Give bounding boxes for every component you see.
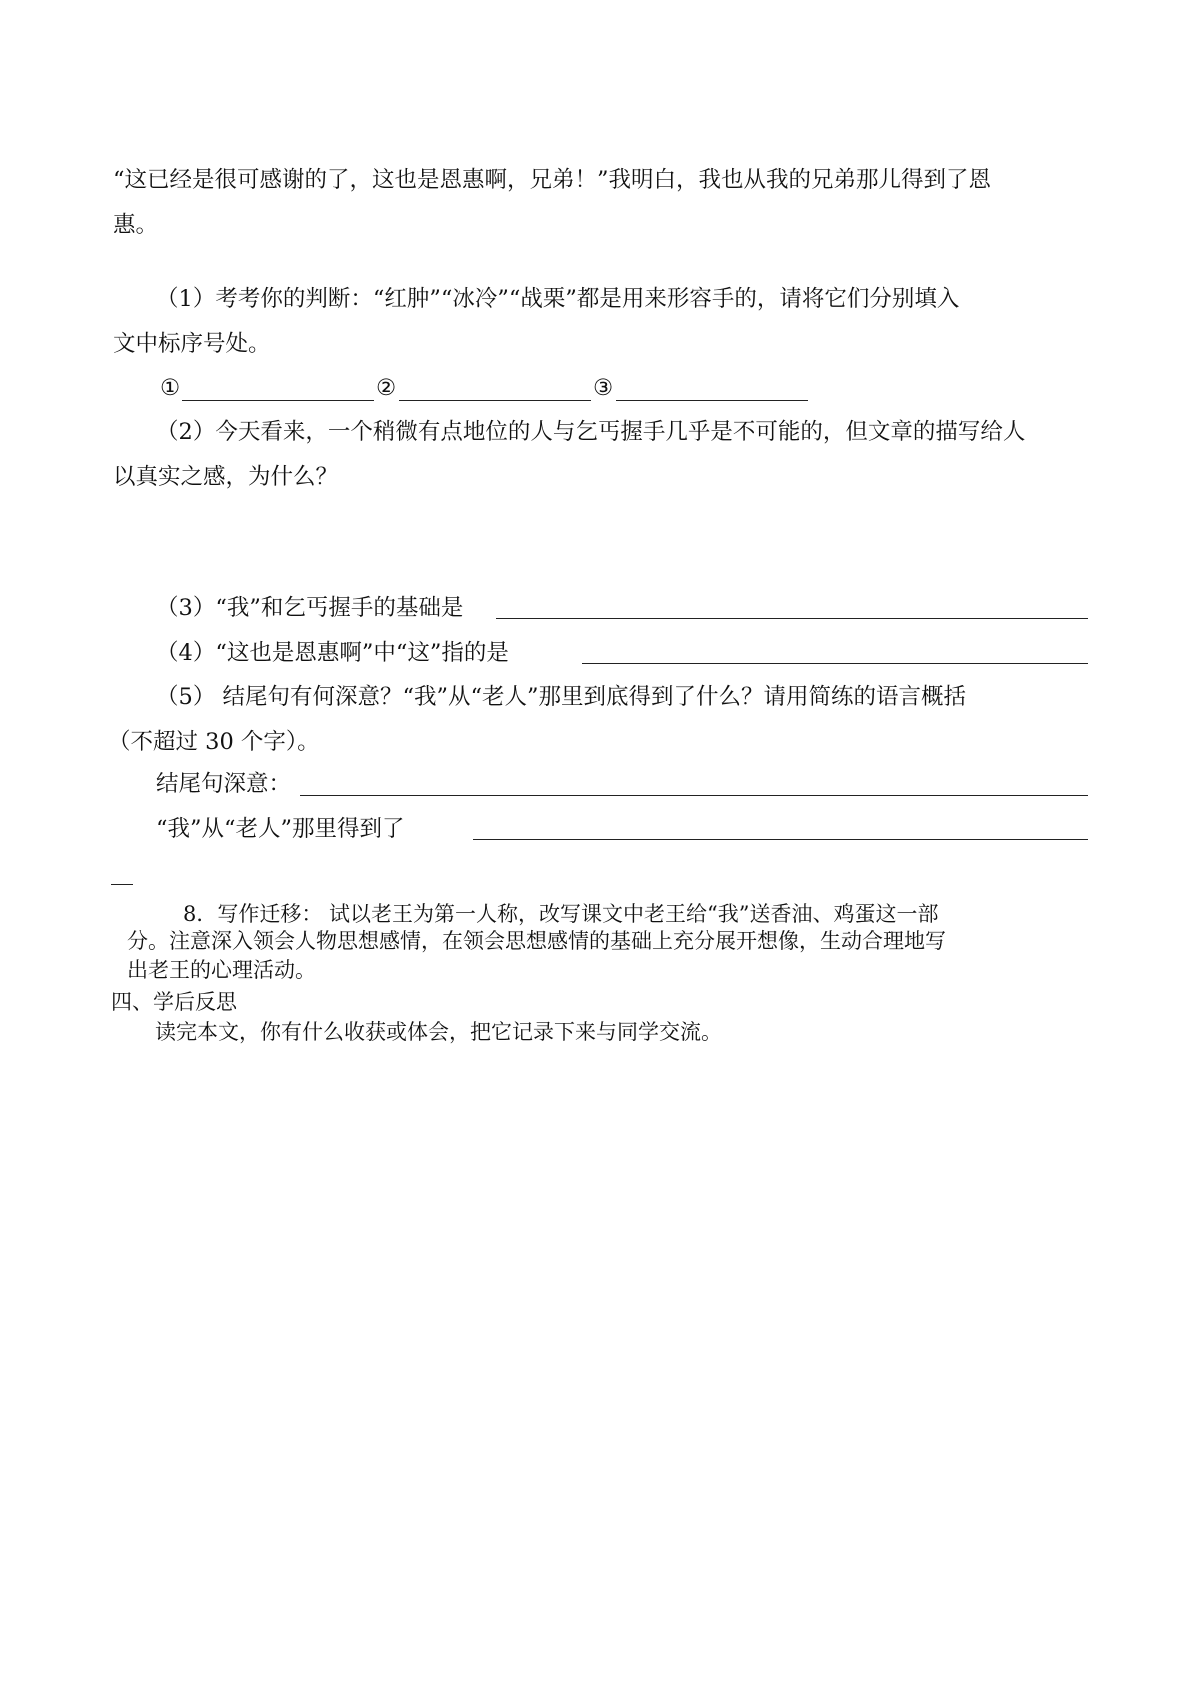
question-8-line-3: 出老王的心理活动。: [127, 958, 316, 982]
answer-blank-3[interactable]: [616, 400, 808, 401]
answer-blank-1[interactable]: [182, 400, 374, 401]
question-1-line-1: （1）考考你的判断：“红肿”“冰冷”“战栗”都是用来形容手的，请将它们分别填入: [156, 286, 960, 312]
question-5-answer-2-line[interactable]: [473, 839, 1088, 840]
question-5-answer-2-label: “我”从“老人”那里得到了: [156, 816, 405, 842]
section-4-body: 读完本文，你有什么收获或体会，把它记录下来与同学交流。: [155, 1020, 722, 1044]
blank-mark-1: ①: [160, 375, 181, 401]
passage-line-2: 惠。: [113, 212, 159, 238]
question-1-line-2: 文中标序号处。: [113, 331, 271, 357]
blank-mark-2: ②: [376, 375, 397, 401]
question-5-answer-1-line[interactable]: [300, 795, 1088, 796]
question-3-text: （3）“我”和乞丐握手的基础是: [156, 595, 464, 621]
question-5-answer-1-label: 结尾句深意：: [156, 771, 292, 797]
question-2-line-1: （2）今天看来，一个稍微有点地位的人与乞丐握手几乎是不可能的，但文章的描写给人: [156, 419, 1026, 445]
question-2-line-2: 以真实之感，为什么？: [113, 464, 339, 490]
section-4-heading: 四、学后反思: [111, 990, 237, 1014]
passage-line-1: “这已经是很可感谢的了，这也是恩惠啊，兄弟！”我明白，我也从我的兄弟那儿得到了恩: [113, 167, 992, 193]
question-5-line-1: （5） 结尾句有何深意？“我”从“老人”那里到底得到了什么？请用简练的语言概括: [156, 684, 966, 710]
answer-line-continuation[interactable]: [111, 884, 133, 885]
question-4-answer-line[interactable]: [582, 663, 1088, 664]
answer-blank-2[interactable]: [399, 400, 591, 401]
question-4-text: （4）“这也是恩惠啊”中“这”指的是: [156, 640, 509, 666]
question-8-line-1: 8．写作迁移： 试以老王为第一人称，改写课文中老王给“我”送香油、鸡蛋这一部: [183, 902, 939, 926]
question-5-line-2: （不超过 30 个字）。: [108, 729, 320, 755]
blank-mark-3: ③: [593, 375, 614, 401]
question-3-answer-line[interactable]: [496, 618, 1088, 619]
question-8-line-2: 分。注意深入领会人物思想感情，在领会思想感情的基础上充分展开想像，生动合理地写: [127, 929, 946, 953]
